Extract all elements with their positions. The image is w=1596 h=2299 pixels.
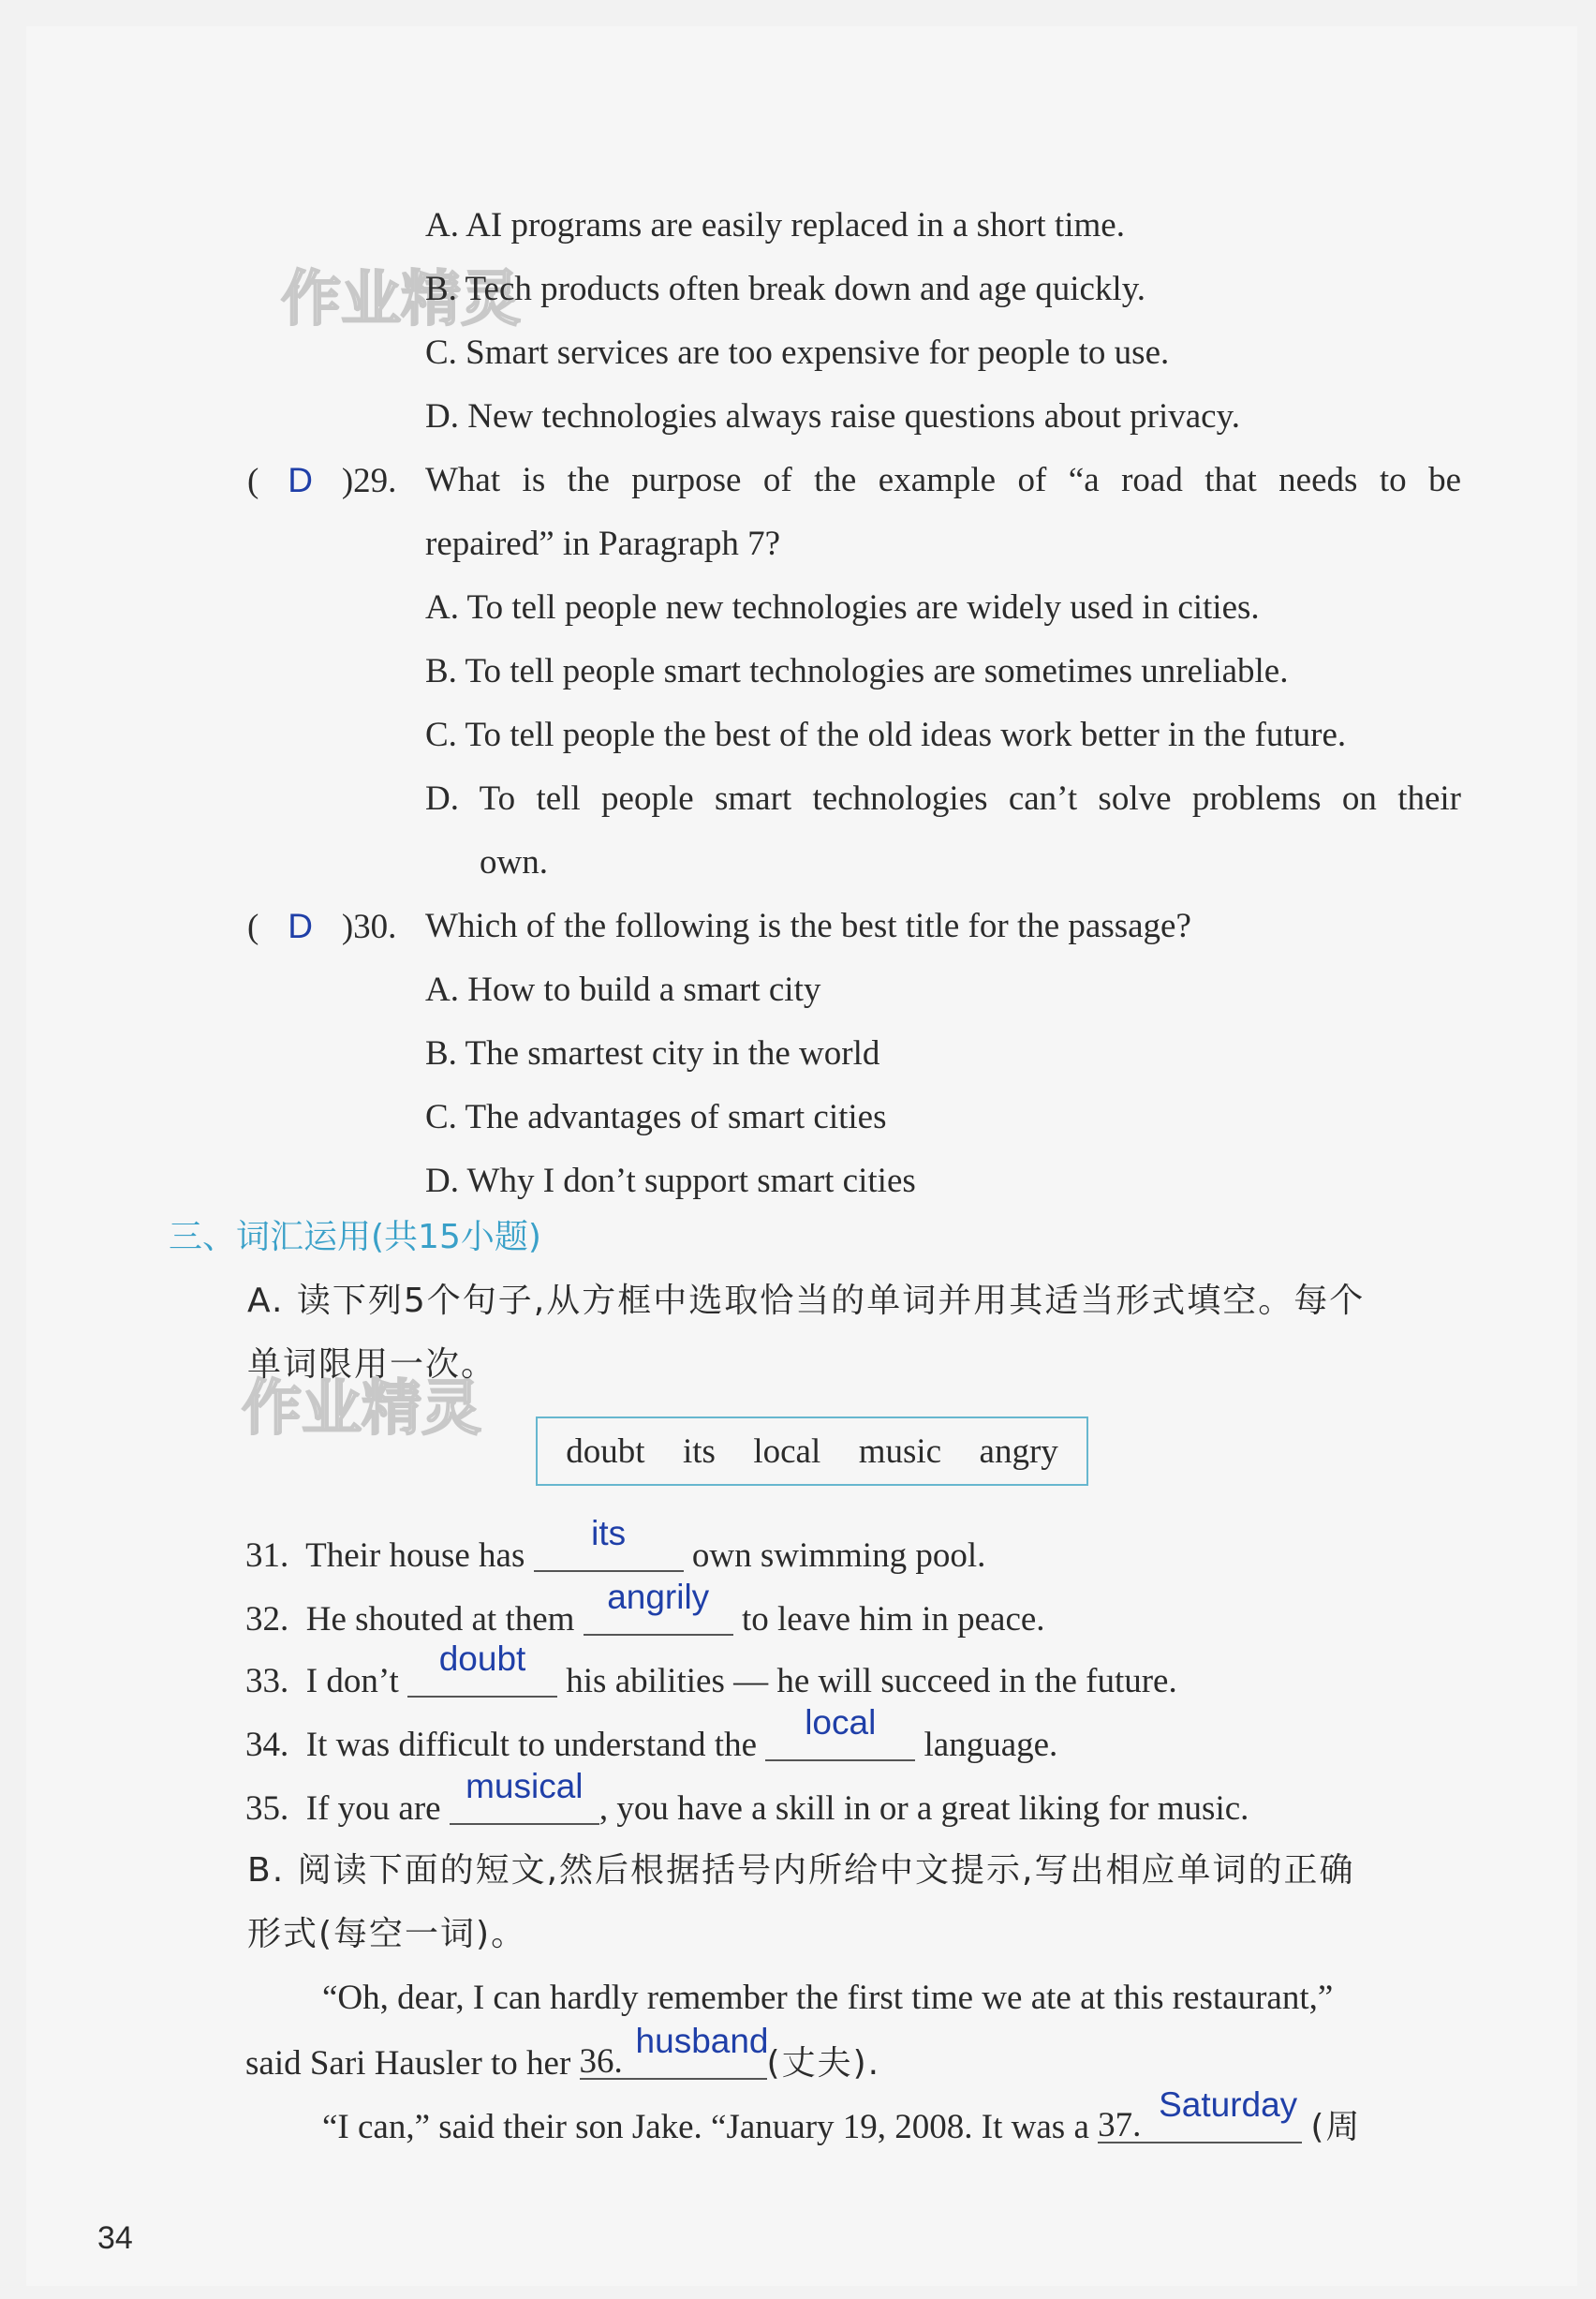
- part-b-instruction-line2: 形式(每空一词)。: [247, 1915, 527, 1953]
- blank-31[interactable]: its: [534, 1533, 684, 1572]
- q30-number: )30.: [341, 908, 397, 946]
- watermark-middle: 作业精灵: [242, 1374, 481, 1444]
- q29-option-d: D. To tell people smart technologies can’t solve problems on their: [425, 779, 1461, 818]
- word-box: [536, 1416, 1088, 1486]
- sentence-35: 35. If you are musical , you have a skill in or a great liking for music.: [245, 1767, 1249, 1828]
- q28-option-d: D. New technologies always raise questions about privacy.: [425, 397, 1240, 436]
- q29-answer-paren: ( D )29.: [247, 461, 397, 500]
- sentence-32: 32. He shouted at them angrily to leave him in peace.: [245, 1578, 1045, 1639]
- word-box-item: music: [858, 1431, 942, 1471]
- q28-option-b: B. Tech products often break down and age quickly.: [425, 270, 1146, 308]
- blank-32[interactable]: angrily: [584, 1596, 733, 1636]
- sentence-33: 33. I don’t doubt his abilities — he will succeed in the future.: [245, 1639, 1177, 1700]
- q30-answer-paren: ( D )30.: [247, 907, 397, 946]
- q30-stem: Which of the following is the best title for the passage?: [425, 907, 1191, 945]
- q36-hint: (丈夫).: [766, 2044, 881, 2083]
- passage-line3: “I can,” said their son Jake. “January 19, 2008. It was a 37. Saturday (周: [322, 2085, 1362, 2146]
- q30-option-d: D. Why I don’t support smart cities: [425, 1162, 916, 1200]
- passage-line2: said Sari Hausler to her 36. husband (丈夫).: [245, 2022, 881, 2083]
- q30-option-b: B. The smartest city in the world: [425, 1034, 880, 1073]
- q28-option-c: C. Smart services are too expensive for people to use.: [425, 334, 1170, 372]
- part-a-instruction-line1: A. 读下列5个句子,从方框中选取恰当的单词并用其适当形式填空。每个: [247, 1282, 1366, 1320]
- q30-answer: D: [288, 907, 313, 945]
- q29-option-b: B. To tell people smart technologies are sometimes unreliable.: [425, 652, 1289, 690]
- page-number: 34: [97, 2220, 133, 2256]
- q29-number: )29.: [341, 462, 397, 500]
- sentence-31: 31. Their house has its own swimming pool.: [245, 1514, 986, 1575]
- blank-36[interactable]: 36. husband: [579, 2022, 769, 2081]
- part-b-instruction-line1: B. 阅读下面的短文,然后根据括号内所给中文提示,写出相应单词的正确: [247, 1851, 1355, 1890]
- blank-33[interactable]: doubt: [407, 1658, 557, 1698]
- blank-35[interactable]: musical: [450, 1786, 599, 1825]
- sentence-34: 34. It was difficult to understand the local language.: [245, 1703, 1058, 1764]
- blank-37[interactable]: 37. Saturday: [1098, 2104, 1302, 2143]
- q29-stem-line2: repaired” in Paragraph 7?: [425, 525, 781, 563]
- q30-option-c: C. The advantages of smart cities: [425, 1098, 887, 1136]
- q29-stem-line1: What is the purpose of the example of “a road that needs to be: [425, 461, 1461, 499]
- watermark-top: 作业精灵: [281, 265, 521, 334]
- word-box-item: doubt: [566, 1431, 645, 1471]
- q29-option-d-cont: own.: [480, 843, 548, 882]
- q29-option-c: C. To tell people the best of the old ideas work better in the future.: [425, 716, 1347, 754]
- q29-option-a: A. To tell people new technologies are widely used in cities.: [425, 588, 1260, 627]
- blank-34[interactable]: local: [765, 1722, 915, 1761]
- q28-option-a: A. AI programs are easily replaced in a short time.: [425, 206, 1125, 245]
- q37-hint: (周: [1310, 2108, 1362, 2146]
- part-a-instruction-line2: 单词限用一次。: [247, 1345, 497, 1384]
- section3-heading: 三、词汇运用(共15小题): [169, 1218, 541, 1256]
- q29-answer: D: [288, 461, 313, 499]
- word-box-item: angry: [979, 1431, 1058, 1471]
- q30-option-a: A. How to build a smart city: [425, 971, 821, 1009]
- word-box-item: its: [682, 1431, 716, 1471]
- word-box-item: local: [753, 1431, 821, 1471]
- passage-line1: “Oh, dear, I can hardly remember the first time we ate at this restaurant,”: [322, 1979, 1334, 2017]
